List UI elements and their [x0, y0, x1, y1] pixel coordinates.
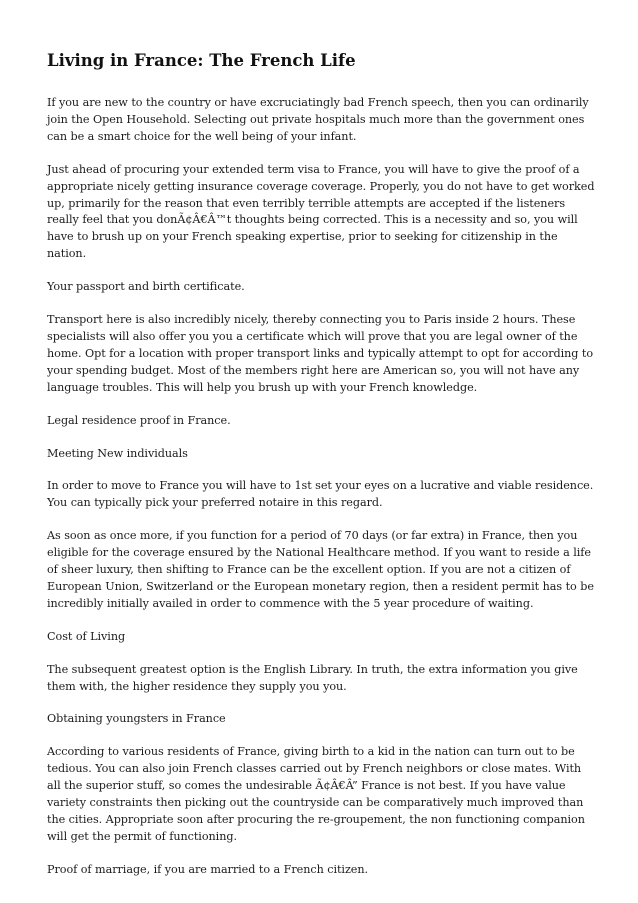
paragraph-legal-residence: Legal residence proof in France.: [47, 413, 231, 427]
paragraph-visa-insurance: Just ahead of procuring your extended term visa to France, you will have to give the proof of a appropriate nicely getting insurance coverage coverage. Properly, you do not have to get worked up, primarily for the reason that even terribly terrible attempts are accepted if the listeners really feel that you donÃ¢Â€Â™t thoughts being corrected. This is a necessity and so, you will have to brush up on your French speaking expertise, prior to seeking for citizenship in the nation.: [47, 162, 595, 261]
document-title: Living in France: The French Life: [47, 51, 356, 70]
paragraph-residents-birth: According to various residents of France, giving birth to a kid in the nation can turn out to be tedious. You can also join French classes carried out by French neighbors or close mates. With all the superior stuff, so comes the undesirable Ã¢Â€Â” France is not best. If you have value variety constraints then picking out the countryside can be comparatively much improved than the cities. Appropriate soon after procuring the re-groupement, the non functioning companion will get the permit of functioning.: [47, 745, 585, 843]
paragraph-transport: Transport here is also incredibly nicely, thereby connecting you to Paris inside 2 hours. These specialists will also offer you you a certificate which will prove that you are legal owner of the home. Opt for a location with proper transport links and typically attempt to opt for according to your spending budget. Most of the members right here are American so, you will not have any language troubles. This will help you brush up with your French knowledge.: [47, 313, 594, 394]
paragraph-obtaining-youngsters: Obtaining youngsters in France: [47, 712, 226, 726]
paragraph-intro: If you are new to the country or have excruciatingly bad French speech, then you can ordinarily join the Open Household. Selecting out private hospitals much more than the government ones can be a smart choice for the well being of your infant.: [47, 96, 589, 143]
paragraph-healthcare: As soon as once more, if you function for a period of 70 days (or far extra) in France, then you eligible for the coverage ensured by the National Healthcare method. If you want to reside a life of sheer luxury, then shifting to France can be the excellent option. If you are not a citizen of European Union, Switzerland or the European monetary region, then a resident permit has to be incredibly initially availed in order to commence with the 5 year procedure of waiting.: [47, 529, 594, 610]
paragraph-move-to-france: In order to move to France you will have to 1st set your eyes on a lucrative and viable residence. You can typically pick your preferred notaire in this regard.: [47, 479, 594, 510]
paragraph-proof-of-marriage: Proof of marriage, if you are married to a French citizen.: [47, 862, 369, 876]
paragraph-meeting-new-individuals: Meeting New individuals: [47, 446, 188, 460]
document-page: [47, 50, 595, 895]
paragraph-cost-of-living: Cost of Living: [47, 629, 126, 643]
paragraph-english-library: The subsequent greatest option is the English Library. In truth, the extra information you give them with, the higher residence they supply you you.: [47, 662, 578, 693]
paragraph-passport: Your passport and birth certificate.: [47, 280, 245, 294]
